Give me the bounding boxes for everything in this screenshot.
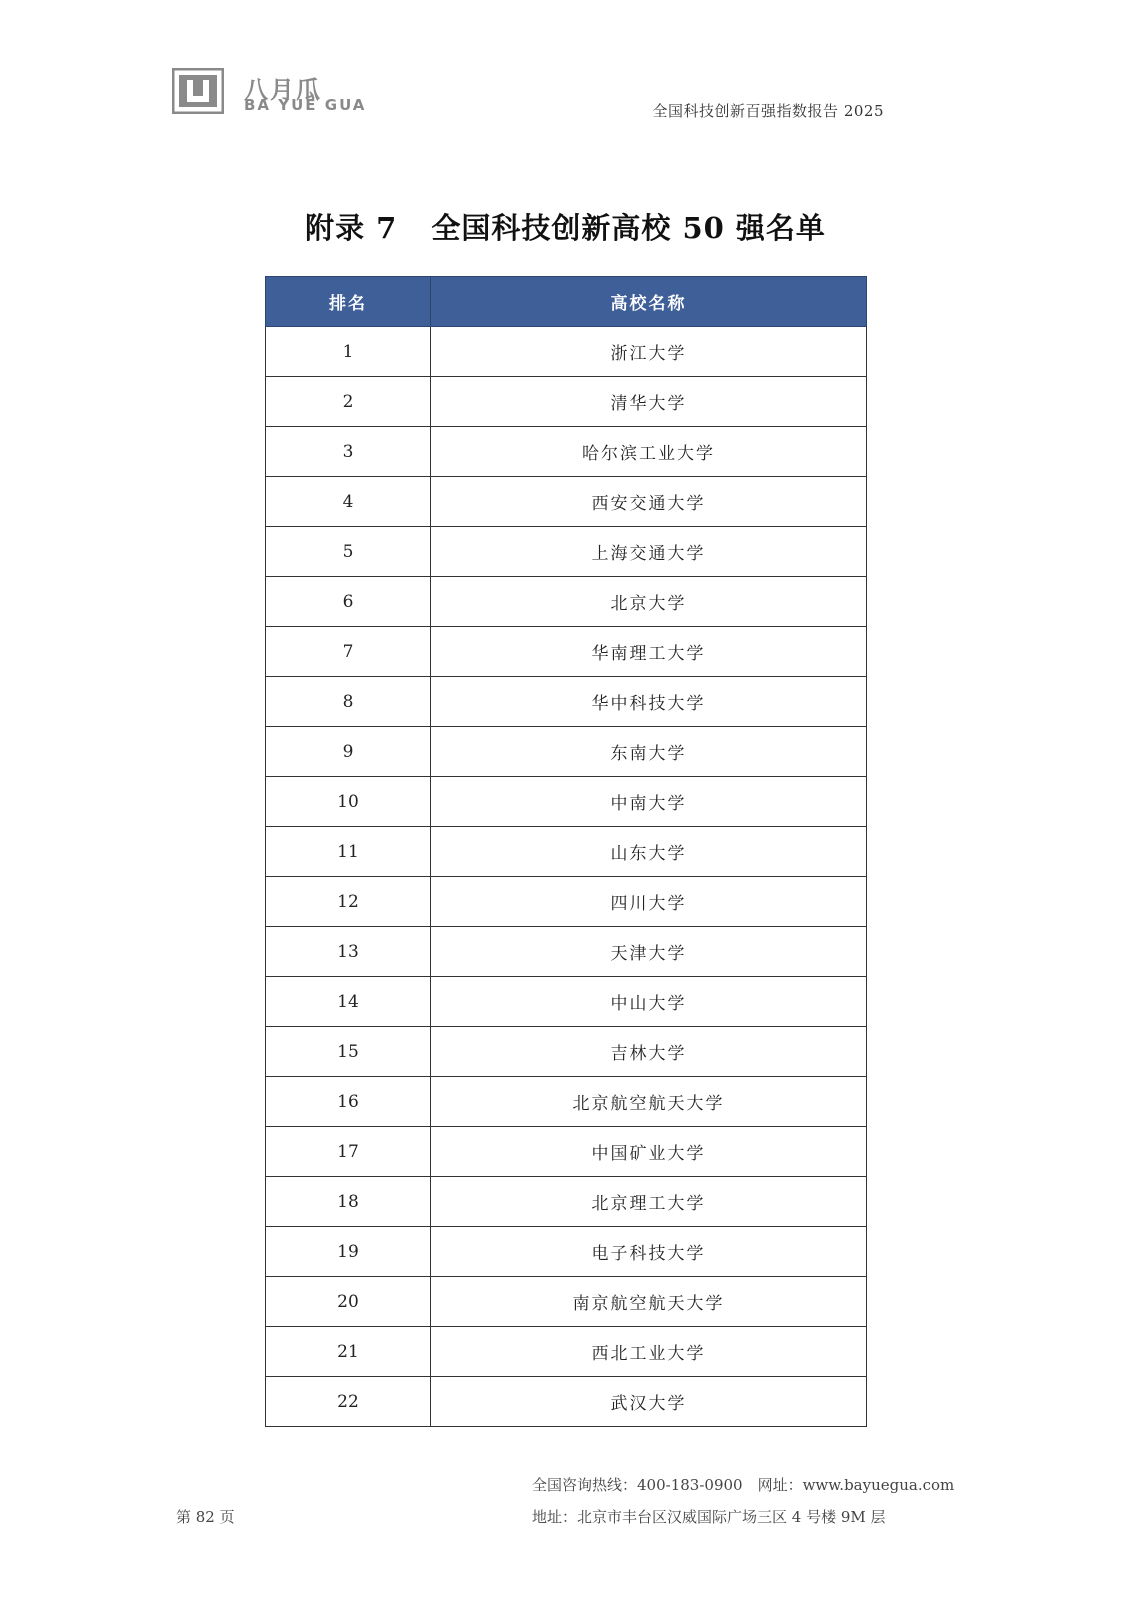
table-body bbox=[266, 327, 867, 1427]
university-name-cell: 中南大学 bbox=[431, 777, 867, 827]
appendix-title: 全国科技创新高校 50 强名单 bbox=[431, 211, 826, 245]
company-logo bbox=[172, 66, 372, 116]
university-name-cell: 浙江大学 bbox=[431, 327, 867, 377]
university-name-cell: 西北工业大学 bbox=[431, 1327, 867, 1377]
rank-cell: 11 bbox=[266, 827, 431, 877]
rank-cell: 5 bbox=[266, 527, 431, 577]
rank-cell: 8 bbox=[266, 677, 431, 727]
rank-column-header: 排名 bbox=[266, 277, 431, 327]
logo-chinese-text: 八月瓜 bbox=[244, 76, 322, 104]
rank-cell: 17 bbox=[266, 1127, 431, 1177]
rank-cell: 13 bbox=[266, 927, 431, 977]
table-row bbox=[266, 427, 867, 477]
page-number: 第 82 页 bbox=[176, 1508, 235, 1526]
table-header-row bbox=[266, 277, 867, 327]
university-name-cell: 吉林大学 bbox=[431, 1027, 867, 1077]
table-row bbox=[266, 1327, 867, 1377]
rank-cell: 10 bbox=[266, 777, 431, 827]
rank-cell: 4 bbox=[266, 477, 431, 527]
university-name-cell: 清华大学 bbox=[431, 377, 867, 427]
table-row bbox=[266, 1127, 867, 1177]
table-row bbox=[266, 377, 867, 427]
contact-address: 地址：北京市丰台区汉威国际广场三区 4 号楼 9M 层 bbox=[532, 1508, 886, 1526]
report-title: 全国科技创新百强指数报告 2025 bbox=[652, 102, 884, 120]
university-name-cell: 东南大学 bbox=[431, 727, 867, 777]
table-row bbox=[266, 827, 867, 877]
appendix-heading bbox=[0, 206, 1131, 247]
university-name-cell: 中国矿业大学 bbox=[431, 1127, 867, 1177]
rank-cell: 9 bbox=[266, 727, 431, 777]
university-name-cell: 北京航空航天大学 bbox=[431, 1077, 867, 1127]
university-name-cell: 华中科技大学 bbox=[431, 677, 867, 727]
university-name-cell: 四川大学 bbox=[431, 877, 867, 927]
table-row bbox=[266, 727, 867, 777]
rank-cell: 14 bbox=[266, 977, 431, 1027]
rank-cell: 12 bbox=[266, 877, 431, 927]
university-name-cell: 哈尔滨工业大学 bbox=[431, 427, 867, 477]
table-row bbox=[266, 1377, 867, 1427]
logo-english-text: BA YUE GUA bbox=[244, 96, 367, 114]
university-name-cell: 华南理工大学 bbox=[431, 627, 867, 677]
table-row bbox=[266, 677, 867, 727]
rank-cell: 19 bbox=[266, 1227, 431, 1277]
table-row bbox=[266, 1177, 867, 1227]
rank-cell: 1 bbox=[266, 327, 431, 377]
table-row bbox=[266, 977, 867, 1027]
rank-cell: 7 bbox=[266, 627, 431, 677]
rank-cell: 21 bbox=[266, 1327, 431, 1377]
rank-cell: 2 bbox=[266, 377, 431, 427]
table-row bbox=[266, 1227, 867, 1277]
table-row bbox=[266, 627, 867, 677]
rank-cell: 16 bbox=[266, 1077, 431, 1127]
table-row bbox=[266, 1027, 867, 1077]
table-row bbox=[266, 327, 867, 377]
table-row bbox=[266, 927, 867, 977]
university-name-cell: 武汉大学 bbox=[431, 1377, 867, 1427]
university-name-cell: 中山大学 bbox=[431, 977, 867, 1027]
rank-cell: 20 bbox=[266, 1277, 431, 1327]
appendix-label: 附录 7 bbox=[305, 211, 398, 245]
table-row bbox=[266, 577, 867, 627]
rank-cell: 15 bbox=[266, 1027, 431, 1077]
table-row bbox=[266, 527, 867, 577]
table-row bbox=[266, 477, 867, 527]
rank-cell: 6 bbox=[266, 577, 431, 627]
name-column-header: 高校名称 bbox=[431, 277, 867, 327]
logo-mark-icon bbox=[172, 68, 224, 114]
university-name-cell: 北京大学 bbox=[431, 577, 867, 627]
university-name-cell: 北京理工大学 bbox=[431, 1177, 867, 1227]
university-name-cell: 电子科技大学 bbox=[431, 1227, 867, 1277]
table-row bbox=[266, 877, 867, 927]
university-name-cell: 天津大学 bbox=[431, 927, 867, 977]
university-name-cell: 南京航空航天大学 bbox=[431, 1277, 867, 1327]
table-row bbox=[266, 777, 867, 827]
university-name-cell: 山东大学 bbox=[431, 827, 867, 877]
rank-cell: 22 bbox=[266, 1377, 431, 1427]
contact-hotline: 全国咨询热线：400-183-0900 网址：www.bayuegua.com bbox=[532, 1476, 955, 1494]
rank-cell: 3 bbox=[266, 427, 431, 477]
table-row bbox=[266, 1277, 867, 1327]
university-name-cell: 西安交通大学 bbox=[431, 477, 867, 527]
university-name-cell: 上海交通大学 bbox=[431, 527, 867, 577]
university-ranking-table bbox=[265, 276, 867, 1427]
table-row bbox=[266, 1077, 867, 1127]
rank-cell: 18 bbox=[266, 1177, 431, 1227]
